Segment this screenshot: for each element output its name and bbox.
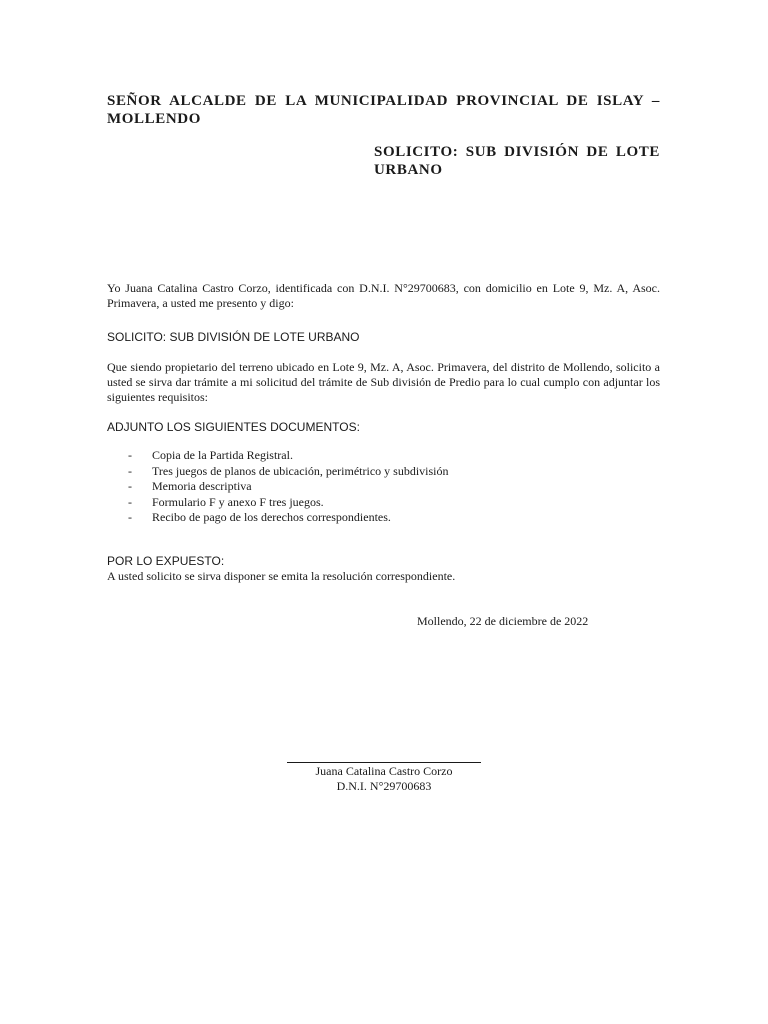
subject-heading: SOLICITO: SUB DIVISIÓN DE LOTE URBANO [374,144,660,178]
list-item [128,495,449,511]
bullet-marker: - [128,463,132,478]
solicito-line: SOLICITO: SUB DIVISIÓN DE LOTE URBANO [107,330,360,344]
requirement-text: Tres juegos de planos de ubicación, perimétrico y subdivisión [152,463,449,478]
list-item [128,479,449,495]
closing-text: A usted solicito se sirva disponer se emita la resolución correspondiente. [107,569,456,583]
list-item [128,464,449,480]
signer-id: D.N.I. N°29700683 [336,779,432,793]
main-paragraph: Que siendo propietario del terreno ubicado en Lote 9, Mz. A, Asoc. Primavera, del distrito de Mollendo, solicito a usted se sirva dar trámite a mi solicitud del trámite de Sub división de Predio para lo cual cumplo con adjuntar los siguientes requisitos: [107,360,660,404]
requirement-text: Formulario F y anexo F tres juegos. [152,494,324,509]
requirements-list [128,448,449,526]
place-date: Mollendo, 22 de diciembre de 2022 [417,614,589,628]
requirement-text: Copia de la Partida Registral. [152,448,293,462]
addressee-heading: SEÑOR ALCALDE DE LA MUNICIPALIDAD PROVINCIAL DE ISLAY – MOLLENDO [107,93,660,127]
bullet-marker: - [128,479,132,493]
list-item [128,448,449,464]
bullet-marker: - [128,448,132,462]
closing-heading: POR LO EXPUESTO: [107,554,225,568]
signer-name: Juana Catalina Castro Corzo [315,764,453,778]
requirement-text: Memoria descriptiva [152,479,252,493]
signature-line [287,762,481,763]
requirement-text: Recibo de pago de los derechos correspondientes. [152,510,391,524]
bullet-marker: - [128,510,132,524]
intro-paragraph: Yo Juana Catalina Castro Corzo, identificada con D.N.I. N°29700683, con domicilio en Lote 9, Mz. A, Asoc. Primavera, a usted me presento y digo: [107,281,660,310]
attachments-heading: ADJUNTO LOS SIGUIENTES DOCUMENTOS: [107,420,360,434]
bullet-marker: - [128,494,132,509]
list-item [128,510,449,526]
